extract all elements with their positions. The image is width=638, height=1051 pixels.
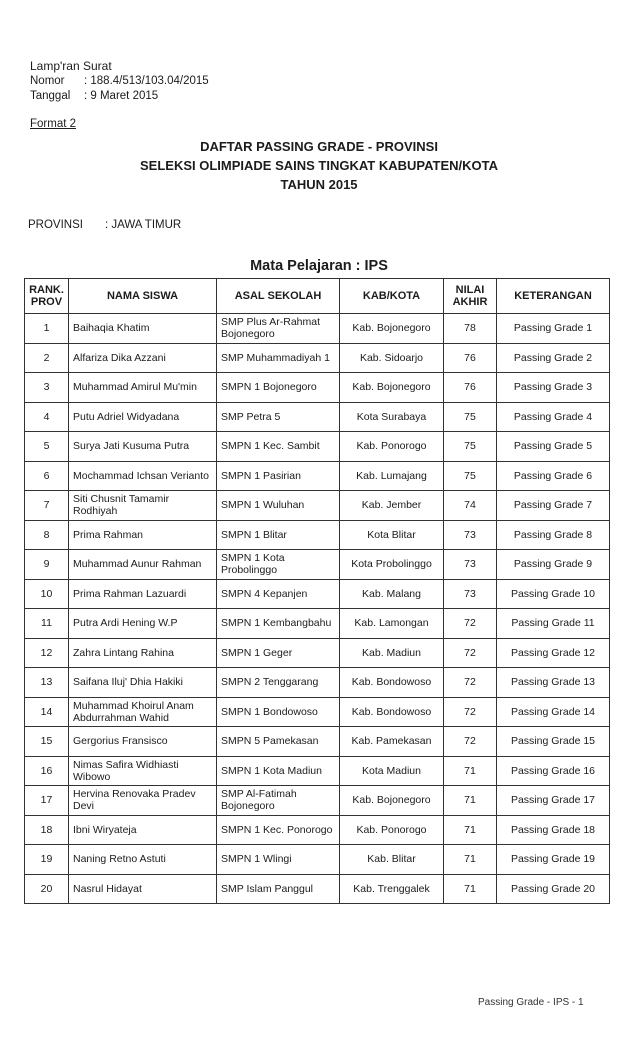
city-cell: Kab. Bojonegoro: [340, 786, 444, 816]
table-row: [25, 343, 610, 373]
table-row: [25, 491, 610, 521]
col-name-header: NAMA SISWA: [69, 279, 217, 314]
note-cell: Passing Grade 5: [497, 432, 610, 462]
school-cell: SMP Petra 5: [217, 402, 340, 432]
school-cell: SMPN 1 Kec. Sambit: [217, 432, 340, 462]
table-row: [25, 609, 610, 639]
note-cell: Passing Grade 7: [497, 491, 610, 521]
name-cell: Putra Ardi Hening W.P: [69, 609, 217, 639]
city-cell: Kab. Madiun: [340, 638, 444, 668]
school-cell: SMPN 1 Pasirian: [217, 461, 340, 491]
table-row: [25, 373, 610, 403]
note-cell: Passing Grade 19: [497, 845, 610, 875]
rank-cell: 3: [25, 373, 69, 403]
table-row: [25, 697, 610, 727]
name-cell: Putu Adriel Widyadana: [69, 402, 217, 432]
province-value: : JAWA TIMUR: [104, 219, 182, 231]
table-body: [25, 314, 610, 904]
note-cell: Passing Grade 14: [497, 697, 610, 727]
school-cell: SMP Plus Ar-Rahmat Bojonegoro: [217, 314, 340, 344]
note-cell: Passing Grade 16: [497, 756, 610, 786]
score-cell: 73: [444, 520, 497, 550]
score-cell: 73: [444, 550, 497, 580]
school-cell: SMPN 1 Kota Madiun: [217, 756, 340, 786]
name-cell: Ibni Wiryateja: [69, 815, 217, 845]
col-rank-header: RANK. PROV: [25, 279, 69, 314]
city-cell: Kab. Pamekasan: [340, 727, 444, 757]
name-cell: Zahra Lintang Rahina: [69, 638, 217, 668]
table-row: [25, 520, 610, 550]
school-cell: SMPN 1 Geger: [217, 638, 340, 668]
school-cell: SMPN 1 Kota Probolinggo: [217, 550, 340, 580]
school-cell: SMPN 1 Kembangbahu: [217, 609, 340, 639]
rank-cell: 9: [25, 550, 69, 580]
nomor-label: Nomor: [30, 75, 65, 87]
col-note-header: KETERANGAN: [497, 279, 610, 314]
city-cell: Kab. Bojonegoro: [340, 373, 444, 403]
name-cell: Prima Rahman: [69, 520, 217, 550]
note-cell: Passing Grade 13: [497, 668, 610, 698]
rank-cell: 10: [25, 579, 69, 609]
subject-heading: Mata Pelajaran : IPS: [250, 258, 388, 274]
name-cell: Alfariza Dika Azzani: [69, 343, 217, 373]
letter-number: [30, 73, 209, 89]
score-cell: 71: [444, 786, 497, 816]
table-row: [25, 432, 610, 462]
nomor-value: : 188.4/513/103.04/2015: [84, 75, 209, 87]
name-cell: Prima Rahman Lazuardi: [69, 579, 217, 609]
table-row: [25, 579, 610, 609]
city-cell: Kota Surabaya: [340, 402, 444, 432]
table-row: [25, 786, 610, 816]
school-cell: SMPN 1 Bojonegoro: [217, 373, 340, 403]
table-row: [25, 550, 610, 580]
table-row: [25, 314, 610, 344]
letter-date: [30, 88, 158, 104]
score-cell: 72: [444, 638, 497, 668]
city-cell: Kab. Ponorogo: [340, 815, 444, 845]
note-cell: Passing Grade 17: [497, 786, 610, 816]
rank-cell: 14: [25, 697, 69, 727]
school-cell: SMPN 4 Kepanjen: [217, 579, 340, 609]
table-row: [25, 461, 610, 491]
city-cell: Kab. Bondowoso: [340, 668, 444, 698]
school-cell: SMP Islam Panggul: [217, 874, 340, 904]
rank-cell: 7: [25, 491, 69, 521]
name-cell: Gergorius Fransisco: [69, 727, 217, 757]
score-cell: 75: [444, 461, 497, 491]
score-cell: 71: [444, 815, 497, 845]
name-cell: Siti Chusnit Tamamir Rodhiyah: [69, 491, 217, 521]
rank-cell: 11: [25, 609, 69, 639]
table-row: [25, 727, 610, 757]
name-cell: Saifana Iluj' Dhia Hakiki: [69, 668, 217, 698]
note-cell: Passing Grade 8: [497, 520, 610, 550]
rank-cell: 4: [25, 402, 69, 432]
tanggal-value: : 9 Maret 2015: [84, 90, 159, 102]
score-cell: 76: [444, 373, 497, 403]
note-cell: Passing Grade 18: [497, 815, 610, 845]
score-cell: 75: [444, 402, 497, 432]
city-cell: Kab. Blitar: [340, 845, 444, 875]
city-cell: Kab. Malang: [340, 579, 444, 609]
name-cell: Muhammad Aunur Rahman: [69, 550, 217, 580]
table-row: [25, 845, 610, 875]
rank-cell: 18: [25, 815, 69, 845]
table-row: [25, 815, 610, 845]
rank-cell: 2: [25, 343, 69, 373]
note-cell: Passing Grade 6: [497, 461, 610, 491]
table-row: [25, 874, 610, 904]
city-cell: Kab. Bondowoso: [340, 697, 444, 727]
note-cell: Passing Grade 12: [497, 638, 610, 668]
city-cell: Kab. Trenggalek: [340, 874, 444, 904]
city-cell: Kab. Lumajang: [340, 461, 444, 491]
score-cell: 72: [444, 727, 497, 757]
score-cell: 71: [444, 874, 497, 904]
name-cell: Hervina Renovaka Pradev Devi: [69, 786, 217, 816]
col-city-header: KAB/KOTA: [340, 279, 444, 314]
name-cell: Nimas Safira Widhiasti Wibowo: [69, 756, 217, 786]
province-line: [28, 219, 181, 231]
score-cell: 74: [444, 491, 497, 521]
note-cell: Passing Grade 4: [497, 402, 610, 432]
rank-cell: 17: [25, 786, 69, 816]
name-cell: Muhammad Amirul Mu'min: [69, 373, 217, 403]
table-row: [25, 402, 610, 432]
score-cell: 76: [444, 343, 497, 373]
note-cell: Passing Grade 20: [497, 874, 610, 904]
rank-cell: 20: [25, 874, 69, 904]
page-footer: Passing Grade - IPS - 1: [478, 997, 584, 1008]
rank-cell: 8: [25, 520, 69, 550]
city-cell: Kab. Bojonegoro: [340, 314, 444, 344]
school-cell: SMPN 1 Wlingi: [217, 845, 340, 875]
table-row: [25, 756, 610, 786]
score-cell: 71: [444, 845, 497, 875]
format-label: Format 2: [30, 118, 77, 130]
note-cell: Passing Grade 10: [497, 579, 610, 609]
document-titles: [0, 137, 638, 194]
city-cell: Kota Blitar: [340, 520, 444, 550]
city-cell: Kab. Ponorogo: [340, 432, 444, 462]
note-cell: Passing Grade 1: [497, 314, 610, 344]
city-cell: Kab. Sidoarjo: [340, 343, 444, 373]
name-cell: Naning Retno Astuti: [69, 845, 217, 875]
col-school-header: ASAL SEKOLAH: [217, 279, 340, 314]
score-cell: 72: [444, 609, 497, 639]
score-cell: 73: [444, 579, 497, 609]
score-cell: 71: [444, 756, 497, 786]
note-cell: Passing Grade 11: [497, 609, 610, 639]
score-cell: 78: [444, 314, 497, 344]
score-cell: 72: [444, 697, 497, 727]
rank-cell: 13: [25, 668, 69, 698]
school-cell: SMPN 1 Bondowoso: [217, 697, 340, 727]
document-subtitle: SELEKSI OLIMPIADE SAINS TINGKAT KABUPATEN/KOTA: [140, 158, 498, 173]
school-cell: SMPN 2 Tenggarang: [217, 668, 340, 698]
rank-cell: 16: [25, 756, 69, 786]
note-cell: Passing Grade 3: [497, 373, 610, 403]
note-cell: Passing Grade 9: [497, 550, 610, 580]
name-cell: Surya Jati Kusuma Putra: [69, 432, 217, 462]
city-cell: Kab. Lamongan: [340, 609, 444, 639]
school-cell: SMP Muhammadiyah 1: [217, 343, 340, 373]
rank-cell: 5: [25, 432, 69, 462]
note-cell: Passing Grade 15: [497, 727, 610, 757]
rank-cell: 6: [25, 461, 69, 491]
city-cell: Kota Madiun: [340, 756, 444, 786]
table-row: [25, 638, 610, 668]
document-title: DAFTAR PASSING GRADE - PROVINSI: [200, 139, 438, 154]
province-label: PROVINSI: [28, 219, 83, 231]
table-header-row: [25, 279, 610, 314]
letter-attachment-title: Lamp'ran Surat: [30, 59, 112, 73]
school-cell: SMPN 1 Blitar: [217, 520, 340, 550]
note-cell: Passing Grade 2: [497, 343, 610, 373]
city-cell: Kota Probolinggo: [340, 550, 444, 580]
name-cell: Baihaqia Khatim: [69, 314, 217, 344]
rank-cell: 1: [25, 314, 69, 344]
rank-cell: 19: [25, 845, 69, 875]
school-cell: SMPN 5 Pamekasan: [217, 727, 340, 757]
score-cell: 72: [444, 668, 497, 698]
name-cell: Nasrul Hidayat: [69, 874, 217, 904]
school-cell: SMPN 1 Kec. Ponorogo: [217, 815, 340, 845]
tanggal-label: Tanggal: [30, 90, 71, 102]
col-score-header: NILAI AKHIR: [444, 279, 497, 314]
school-cell: SMP Al-Fatimah Bojonegoro: [217, 786, 340, 816]
name-cell: Mochammad Ichsan Verianto: [69, 461, 217, 491]
score-cell: 75: [444, 432, 497, 462]
document-year: TAHUN 2015: [280, 177, 358, 192]
city-cell: Kab. Jember: [340, 491, 444, 521]
rank-cell: 12: [25, 638, 69, 668]
rank-cell: 15: [25, 727, 69, 757]
name-cell: Muhammad Khoirul Anam Abdurrahman Wahid: [69, 697, 217, 727]
table-row: [25, 668, 610, 698]
passing-grade-table: [24, 278, 610, 904]
school-cell: SMPN 1 Wuluhan: [217, 491, 340, 521]
